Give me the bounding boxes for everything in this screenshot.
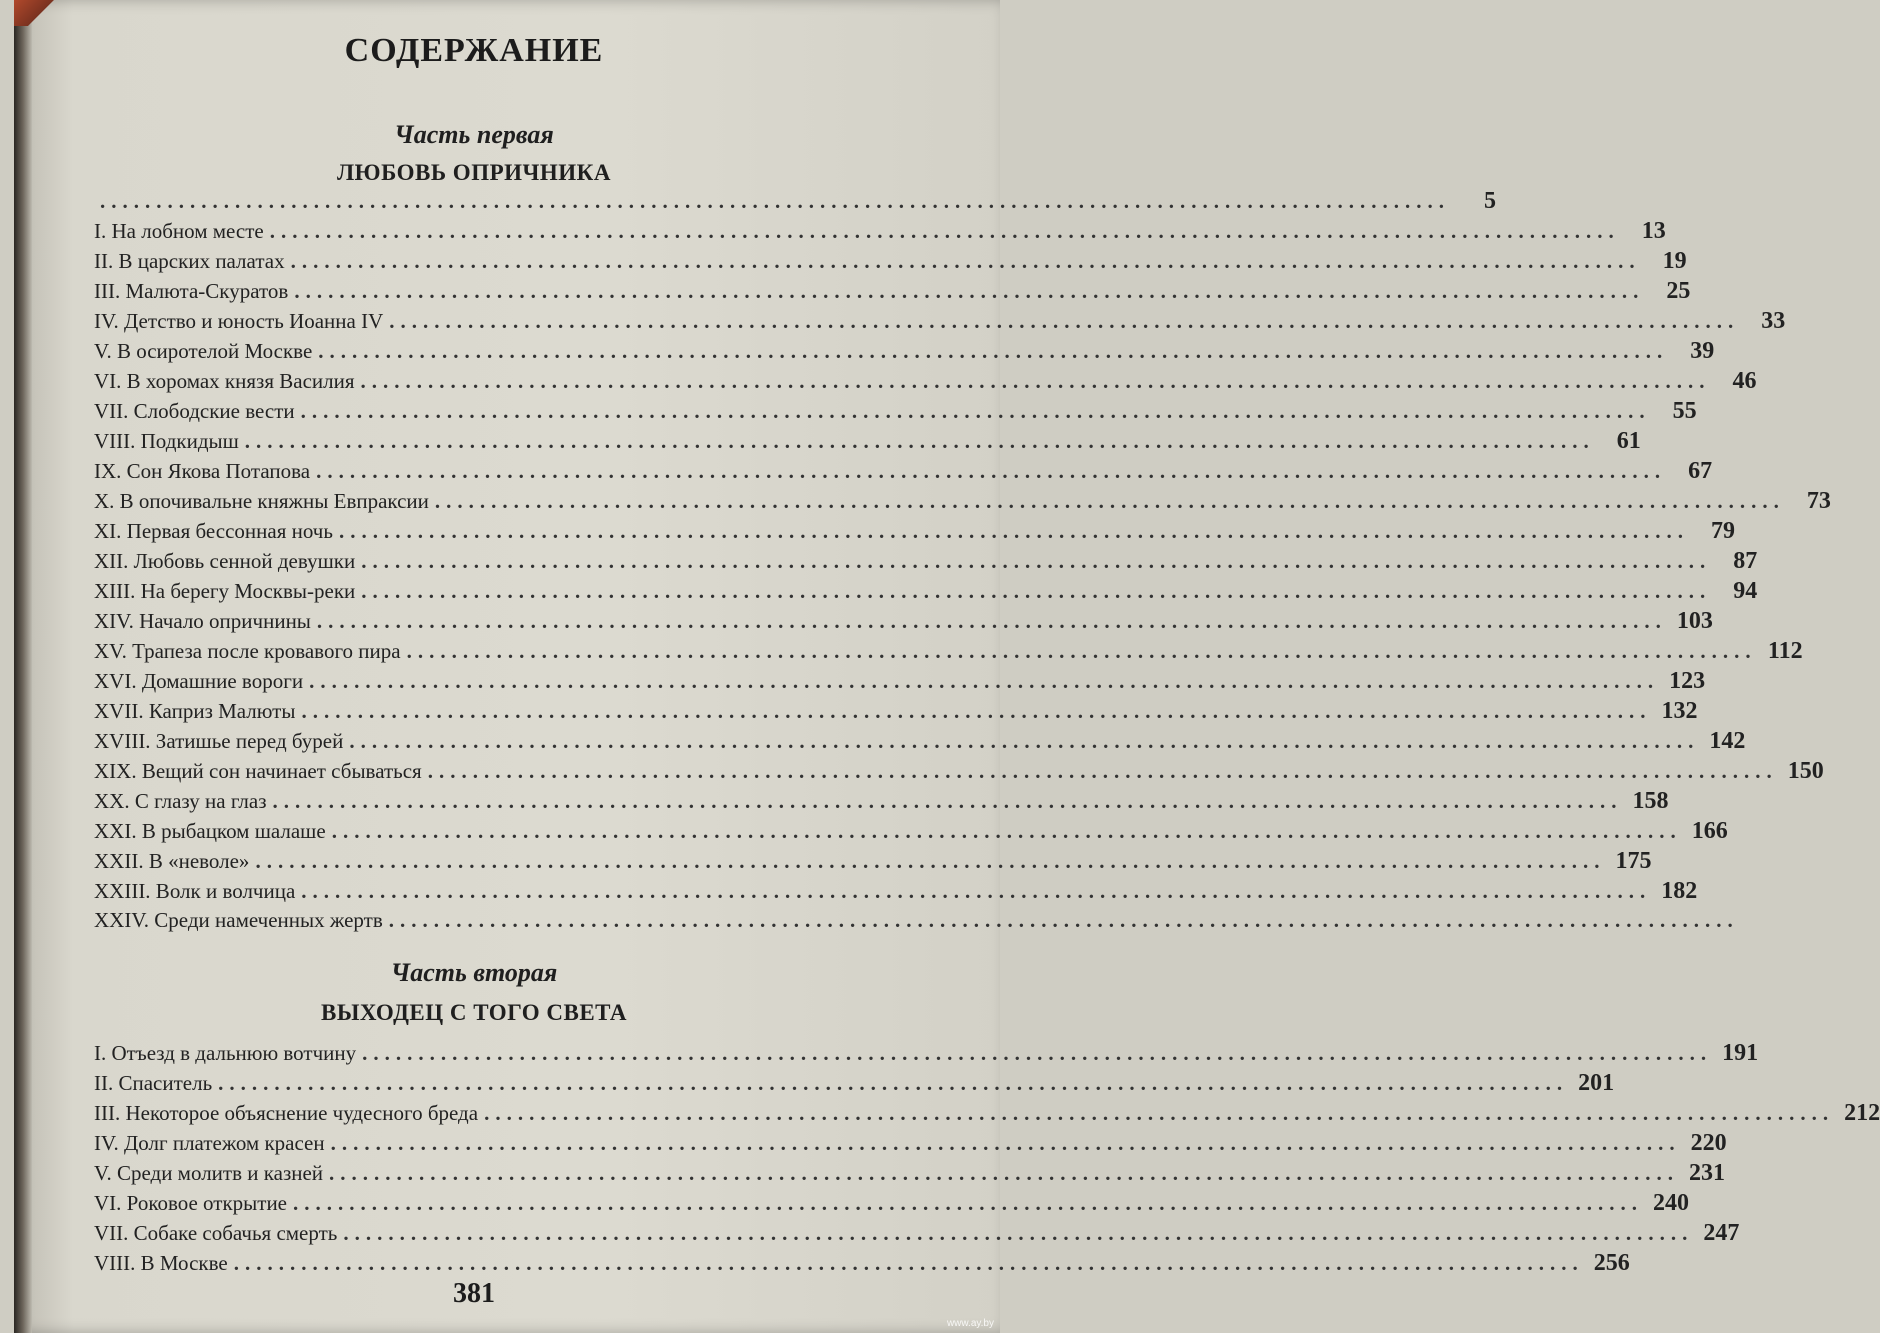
- toc-entry-page: 191: [1722, 1040, 1759, 1066]
- toc-leader-dots: ........................................................................................................................: [316, 459, 1667, 483]
- toc-entry-title: XXII. В «неволе»: [94, 849, 250, 873]
- toc-entry-title: VII. Собаке собачья смерть: [94, 1221, 338, 1245]
- toc-entry: [94, 1160, 1726, 1190]
- toc-leader-dots: ........................................................................................................................: [360, 369, 1711, 393]
- page-edge: [14, 0, 32, 1333]
- part-one-toc: [94, 188, 1831, 938]
- toc-leader-dots: ........................................................................................................................: [316, 609, 1667, 633]
- toc-entry-page: 220: [1690, 1130, 1727, 1156]
- toc-leader-dots: ........................................................................................................................: [349, 729, 1700, 753]
- toc-entry: [94, 428, 1641, 458]
- toc-leader-dots: ........................................................................................................................: [388, 908, 1739, 932]
- toc-leader-dots: ........................................................................................................................: [343, 1221, 1694, 1245]
- part-two-toc: [94, 1040, 1880, 1280]
- toc-entry: [94, 1190, 1689, 1220]
- toc-entry-page: 87: [1733, 548, 1758, 574]
- toc-leader-dots: ........................................................................................................................: [338, 519, 1689, 543]
- toc-entry-page: 123: [1669, 668, 1706, 694]
- toc-entry-title: VI. В хоромах князя Василия: [94, 369, 355, 393]
- toc-entry: [94, 518, 1735, 548]
- cover-corner: [14, 0, 54, 26]
- toc-leader-dots: ........................................................................................................................: [329, 1161, 1680, 1185]
- toc-entry-page: 150: [1787, 758, 1824, 784]
- toc-leader-dots: ........................................................................................................................: [434, 489, 1785, 513]
- toc-entry: [94, 398, 1697, 428]
- toc-leader-dots: ........................................................................................................................: [301, 879, 1652, 903]
- toc-entry-title: XVIII. Затишье перед бурей: [94, 729, 344, 753]
- toc-leader-dots: ........................................................................................................................: [233, 1251, 1584, 1275]
- toc-leader-dots: ........................................................................................................................: [309, 669, 1660, 693]
- toc-entry-title: V. Среди молитв и казней: [94, 1161, 324, 1185]
- toc-entry: [94, 1040, 1759, 1070]
- toc-entry-page: 39: [1690, 338, 1715, 364]
- toc-leader-dots: ........................................................................................................................: [301, 699, 1652, 723]
- toc-entry-title: XXIII. Волк и волчица: [94, 879, 296, 903]
- toc-entry: [94, 548, 1758, 578]
- part-two-title: ВЫХОДЕЦ С ТОГО СВЕТА: [320, 1000, 627, 1025]
- toc-entry-title: IV. Детство и юность Иоанна IV: [94, 309, 384, 333]
- toc-entry-title: XVI. Домашние вороги: [94, 669, 304, 693]
- toc-entry-page: 19: [1662, 248, 1687, 274]
- toc-leader-dots: ........................................................................................................................: [389, 309, 1740, 333]
- toc-entry-page: 212: [1844, 1100, 1880, 1126]
- toc-entry-page: 55: [1672, 398, 1697, 424]
- toc-entry-page: 73: [1806, 488, 1831, 514]
- toc-entry-title: II. Спаситель: [94, 1071, 213, 1095]
- toc-entry-title: XI. Первая бессонная ночь: [94, 519, 333, 543]
- toc-entry: [94, 1250, 1630, 1280]
- watermark: www.ay.by: [946, 1318, 994, 1329]
- toc-leader-dots: ........................................................................................................................: [361, 549, 1712, 573]
- toc-entry: [94, 278, 1691, 308]
- toc-entry-page: 175: [1615, 848, 1652, 874]
- toc-entry-title: I. На лобном месте: [94, 219, 264, 243]
- toc-entry-title: VI. Роковое открытие: [94, 1191, 287, 1215]
- toc-entry-page: 158: [1632, 788, 1669, 814]
- toc-leader-dots: ........................................................................................................................: [484, 1101, 1835, 1125]
- toc-entry: [94, 1070, 1615, 1100]
- toc-entry: [94, 698, 1698, 728]
- toc-entry: [94, 1220, 1740, 1250]
- toc-leader-dots: ........................................................................................................................: [100, 189, 1450, 213]
- toc-leader-dots: ........................................................................................................................: [361, 579, 1712, 603]
- toc-entry-title: XII. Любовь сенной девушки: [94, 549, 356, 573]
- toc-entry-page: 132: [1661, 698, 1698, 724]
- toc-entry-title: I. Отъезд в дальнюю вотчину: [94, 1041, 357, 1065]
- toc-leader-dots: ........................................................................................................................: [290, 249, 1641, 273]
- toc-entry-page: 231: [1689, 1160, 1726, 1186]
- toc-entry: [94, 1100, 1880, 1130]
- toc-entry: [94, 908, 1739, 938]
- part-one-title: ЛЮБОВЬ ОПРИЧНИКА: [337, 160, 611, 185]
- toc-entry: [94, 248, 1687, 278]
- toc-entry: [94, 1130, 1727, 1160]
- toc-entry: [94, 638, 1803, 668]
- toc-entry-title: IV. Долг платежом красен: [94, 1131, 325, 1155]
- toc-leader-dots: ........................................................................................................................: [330, 1131, 1681, 1155]
- toc-entry: [94, 728, 1746, 758]
- toc-entry: [94, 338, 1715, 368]
- toc-entry-page: 5: [1484, 188, 1496, 214]
- toc-entry-page: 247: [1703, 1220, 1740, 1246]
- toc-leader-dots: ........................................................................................................................: [406, 639, 1757, 663]
- toc-entry-title: XXIV. Среди намеченных жертв: [94, 908, 383, 932]
- toc-entry-page: 13: [1641, 218, 1666, 244]
- toc-leader-dots: ........................................................................................................................: [255, 849, 1606, 873]
- toc-leader-dots: ........................................................................................................................: [427, 759, 1778, 783]
- part-one-label: Часть первая: [394, 120, 554, 149]
- toc-entry-page: 79: [1710, 518, 1735, 544]
- toc-entry-page: 33: [1761, 308, 1786, 334]
- toc-entry-page: 142: [1709, 728, 1746, 754]
- toc-entry: [94, 878, 1698, 908]
- toc-entry-page: 182: [1661, 878, 1698, 904]
- toc-entry-page: 61: [1616, 428, 1641, 454]
- toc-entry-page: 240: [1653, 1190, 1689, 1216]
- toc-entry: [94, 218, 1666, 248]
- toc-leader-dots: ........................................................................................................................: [293, 1191, 1643, 1215]
- book-page: [14, 0, 1880, 1333]
- toc-entry: [94, 818, 1728, 848]
- toc-entry: [94, 578, 1758, 608]
- toc-entry: [94, 308, 1786, 338]
- toc-entry: [94, 758, 1824, 788]
- toc-entry-title: XV. Трапеза после кровавого пира: [94, 639, 401, 663]
- toc-entry-page: 94: [1733, 578, 1758, 604]
- toc-entry-title: VIII. В Москве: [94, 1251, 228, 1275]
- toc-leader-dots: ........................................................................................................................: [362, 1041, 1713, 1065]
- toc-entry-page: 46: [1732, 368, 1757, 394]
- toc-entry-title: XVII. Каприз Малюты: [94, 699, 296, 723]
- toc-leader-dots: ........................................................................................................................: [294, 279, 1645, 303]
- page-number: 381: [453, 1278, 495, 1309]
- toc-entry: [94, 368, 1757, 398]
- toc-entry-title: V. В осиротелой Москве: [94, 339, 313, 363]
- toc-entry-title: VIII. Подкидыш: [94, 429, 239, 453]
- toc-entry-title: X. В опочивальне княжны Евпраксии: [94, 489, 429, 513]
- toc-entry-page: 25: [1666, 278, 1691, 304]
- contents-heading: СОДЕРЖАНИЕ: [344, 32, 604, 69]
- toc-leader-dots: ........................................................................................................................: [269, 219, 1620, 243]
- toc-entry-title: II. В царских палатах: [94, 249, 285, 273]
- toc-entry-page: 103: [1676, 608, 1713, 634]
- toc-leader-dots: ........................................................................................................................: [218, 1071, 1569, 1095]
- toc-entry-page: 256: [1593, 1250, 1630, 1276]
- toc-entry-title: VII. Слободские вести: [94, 399, 295, 423]
- toc-leader-dots: ........................................................................................................................: [331, 819, 1682, 843]
- toc-entry-page: 166: [1691, 818, 1728, 844]
- toc-entry: [94, 848, 1652, 878]
- toc-entry: [94, 188, 1496, 218]
- toc-leader-dots: ........................................................................................................................: [318, 339, 1669, 363]
- toc-entry: [94, 458, 1713, 488]
- toc-entry-title: III. Некоторое объяснение чудесного бреда: [94, 1101, 479, 1125]
- toc-entry-title: XX. С глазу на глаз: [94, 789, 267, 813]
- toc-entry-title: XIV. Начало опричнины: [94, 609, 311, 633]
- toc-entry-page: 112: [1767, 638, 1803, 664]
- toc-leader-dots: ........................................................................................................................: [244, 429, 1595, 453]
- part-two-label: Часть вторая: [390, 958, 558, 987]
- toc-entry-title: IX. Сон Якова Потапова: [94, 459, 311, 483]
- toc-entry: [94, 668, 1706, 698]
- toc-entry-title: XIII. На берегу Москвы-реки: [94, 579, 356, 603]
- toc-entry: [94, 608, 1713, 638]
- toc-entry-title: XXI. В рыбацком шалаше: [94, 819, 326, 843]
- toc-leader-dots: ........................................................................................................................: [272, 789, 1623, 813]
- toc-entry: [94, 788, 1669, 818]
- toc-entry-page: 201: [1578, 1070, 1615, 1096]
- toc-entry-title: XIX. Вещий сон начинает сбываться: [94, 759, 422, 783]
- toc-leader-dots: ........................................................................................................................: [300, 399, 1651, 423]
- toc-entry-title: III. Малюта-Скуратов: [94, 279, 289, 303]
- toc-entry-page: 67: [1688, 458, 1713, 484]
- toc-entry: [94, 488, 1831, 518]
